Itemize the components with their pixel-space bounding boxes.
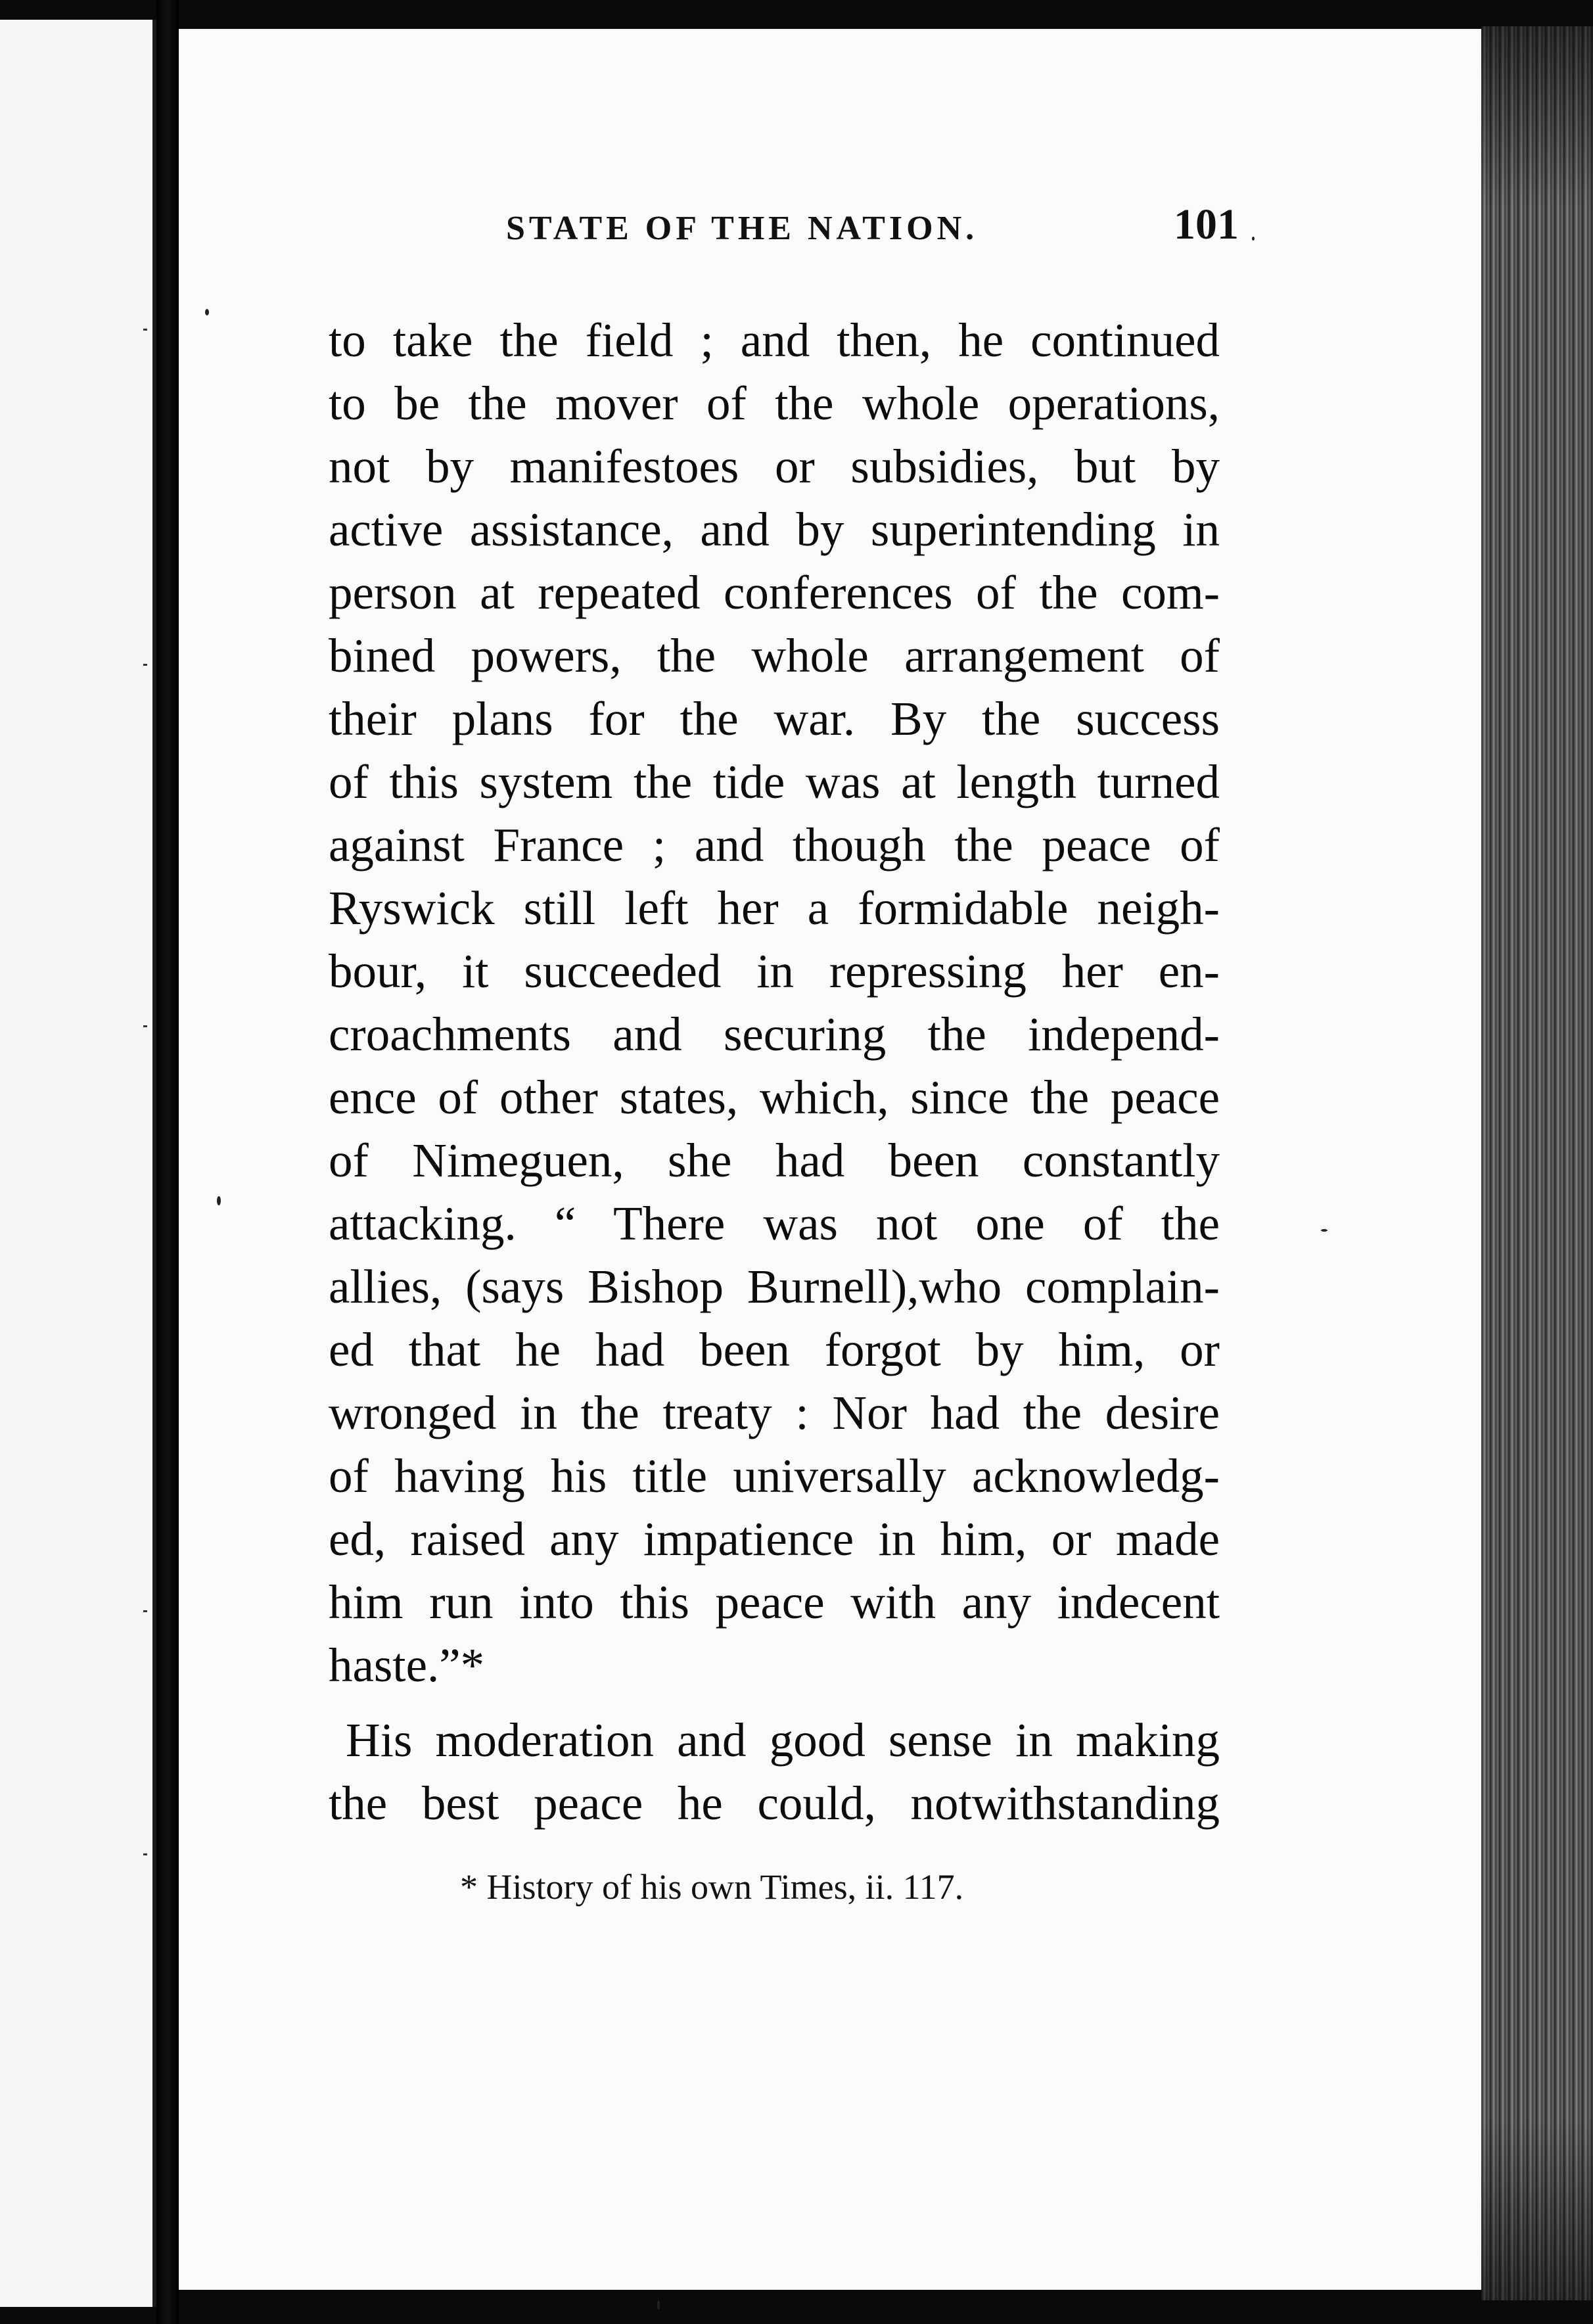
text-line: ed that he had been forgot by him, or: [329, 1323, 1220, 1376]
text-line: him run into this peace with any indecent: [329, 1575, 1220, 1629]
scan-speck: [205, 309, 209, 315]
text-line: Ryswick still left her a formidable neigh-: [329, 881, 1220, 935]
scan-speck: [657, 2300, 660, 2310]
gutter-shadow: [156, 0, 179, 2324]
body-text: [329, 309, 1220, 1835]
text-line: attacking. “ There was not one of the: [329, 1197, 1220, 1250]
text-line: wronged in the treaty : Nor had the desire: [329, 1386, 1220, 1439]
footnote: * History of his own Times, ii. 117.: [460, 1867, 964, 1907]
text-line: active assistance, and by superintending in: [329, 503, 1220, 556]
running-title: STATE OF THE NATION.: [506, 210, 979, 247]
text-line: of this system the tide was at length turned: [329, 755, 1220, 808]
text-line: bined powers, the whole arrangement of: [329, 629, 1220, 682]
margin-mark: [143, 1610, 147, 1612]
text-line: ence of other states, which, since the peace: [329, 1071, 1220, 1124]
text-line: ed, raised any impatience in him, or made: [329, 1512, 1220, 1566]
text-line: their plans for the war. By the success: [329, 692, 1220, 745]
page-number: 101: [1174, 200, 1239, 248]
margin-mark: [143, 329, 147, 331]
scan-speck: [1252, 237, 1255, 241]
text-line: person at repeated conferences of the com-: [329, 566, 1220, 619]
text-line: not by manifestoes or subsidies, but by: [329, 440, 1220, 493]
text-line: of Nimeguen, she had been constantly: [329, 1134, 1220, 1187]
scan-speck: [1321, 1229, 1328, 1232]
text-line: the best peace he could, notwithstanding: [329, 1777, 1220, 1830]
text-line: His moderation and good sense in making: [346, 1713, 1220, 1767]
text-line: of having his title universally acknowledg-: [329, 1449, 1220, 1502]
paragraph-gap: [329, 1697, 1220, 1709]
running-head: [325, 200, 1291, 268]
margin-mark: [143, 1853, 147, 1855]
margin-mark: [143, 1025, 147, 1027]
text-line: to be the mover of the whole operations,: [329, 377, 1220, 430]
margin-mark: [143, 664, 147, 666]
text-line: bour, it succeeded in repressing her en-: [329, 944, 1220, 998]
text-line: croachments and securing the independ-: [329, 1008, 1220, 1061]
text-line: to take the field ; and then, he continued: [329, 314, 1220, 367]
text-line: haste.”*: [329, 1638, 485, 1692]
text-line: against France ; and though the peace of: [329, 818, 1220, 872]
page-fore-edge: [1481, 26, 1593, 2300]
text-line: allies, (says Bishop Burnell),who complain-: [329, 1260, 1220, 1313]
scan-speck: [217, 1196, 221, 1205]
facing-page-left: [0, 20, 156, 2307]
